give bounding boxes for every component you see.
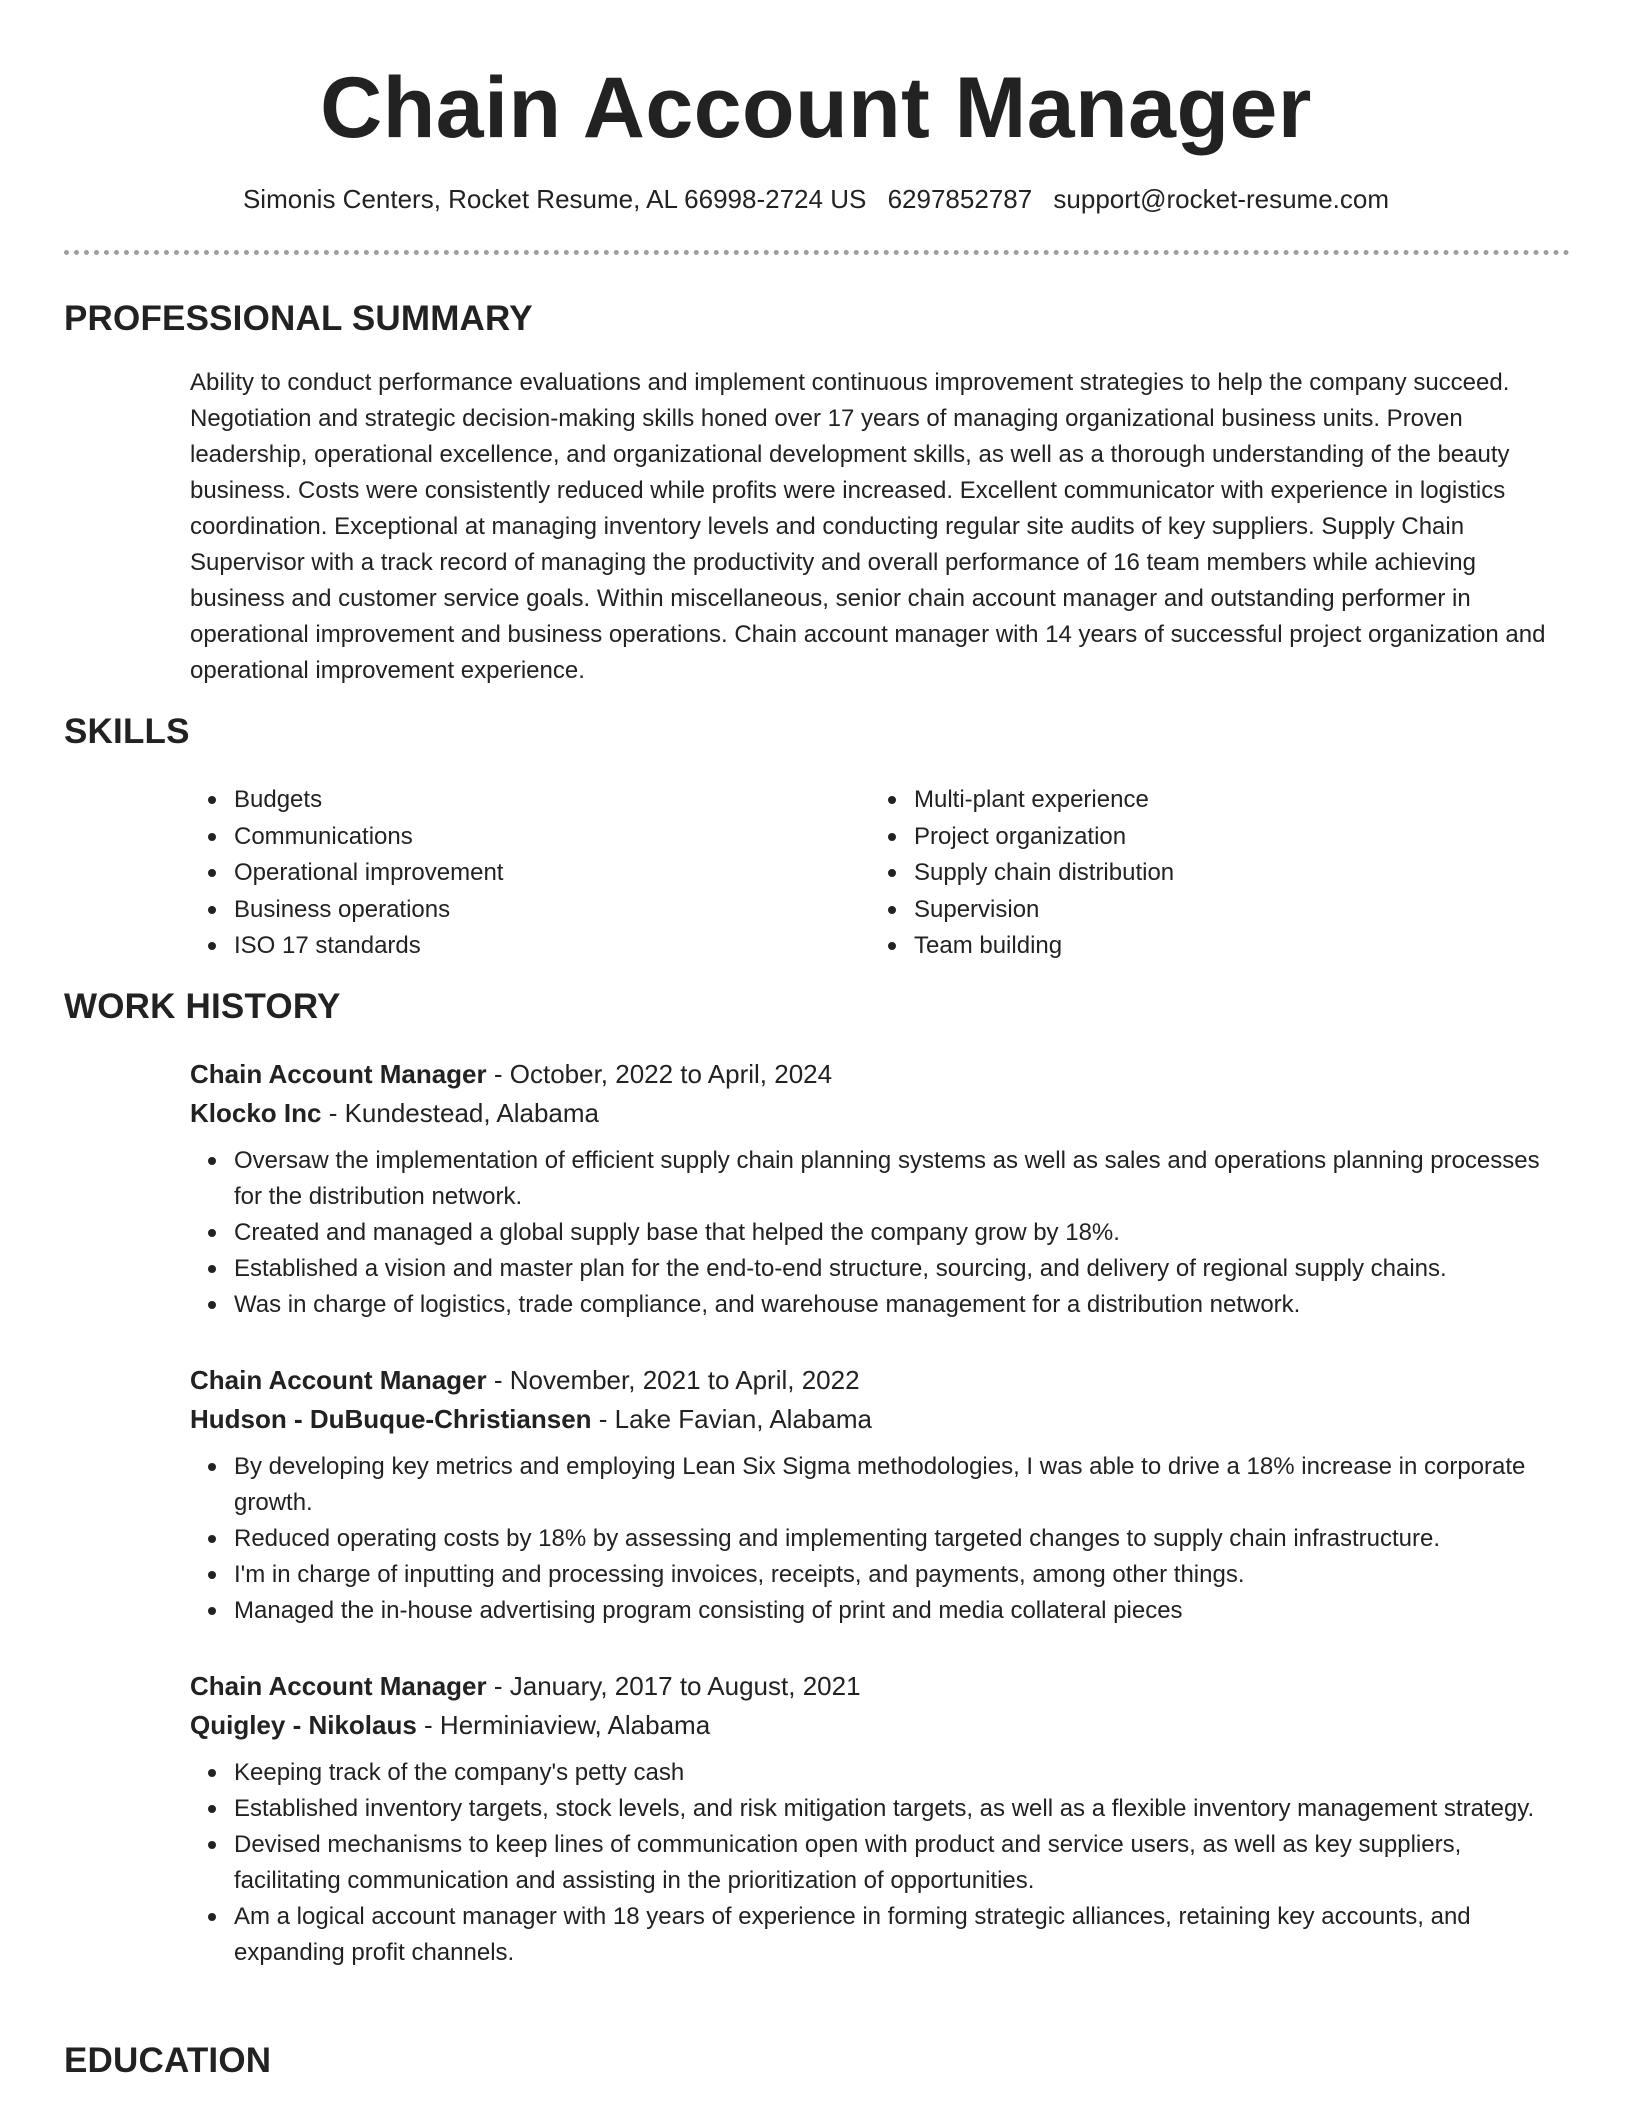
- job-bullet: I'm in charge of inputting and processing invoices, receipts, and payments, among other things.: [234, 1557, 1570, 1593]
- job-bullet: Established a vision and master plan for the end-to-end structure, sourcing, and delivery of regional supply chains.: [234, 1251, 1570, 1287]
- contact-phone: 6297852787: [887, 184, 1033, 214]
- job-bullet: Reduced operating costs by 18% by assessing and implementing targeted changes to supply chain infrastructure.: [234, 1521, 1570, 1557]
- contact-email: support@rocket-resume.com: [1053, 184, 1390, 214]
- job-company-line: [190, 1706, 1570, 1745]
- job-bullet: Devised mechanisms to keep lines of communication open with product and service users, as well as key suppliers, facilitating communication and assisting in the prioritization of opportunities.: [234, 1827, 1570, 1899]
- job-bullet: Established inventory targets, stock levels, and risk mitigation targets, as well as a flexible inventory management strategy.: [234, 1791, 1570, 1827]
- job-role: Chain Account Manager: [190, 1059, 487, 1089]
- job-company: Hudson - DuBuque-Christiansen: [190, 1404, 592, 1434]
- job-dates: - January, 2017 to August, 2021: [486, 1671, 861, 1701]
- job-role: Chain Account Manager: [190, 1365, 487, 1395]
- job-bullets: [190, 1143, 1570, 1323]
- job-bullet: Was in charge of logistics, trade compliance, and warehouse management for a distribution network.: [234, 1287, 1570, 1323]
- job-company: Klocko Inc: [190, 1098, 322, 1128]
- skill-item: Multi-plant experience: [914, 782, 1554, 819]
- job-bullet: Created and managed a global supply base that helped the company grow by 18%.: [234, 1215, 1570, 1251]
- job-title-line: [190, 1055, 1570, 1094]
- job-location: - Herminiaview, Alabama: [416, 1710, 711, 1740]
- job-location: - Kundestead, Alabama: [321, 1098, 600, 1128]
- job-bullet: Am a logical account manager with 18 years of experience in forming strategic alliances, retaining key accounts, and expanding profit channels.: [234, 1899, 1570, 1971]
- skills-column-right: [870, 782, 1554, 965]
- skill-item: Operational improvement: [234, 855, 870, 892]
- skill-item: Supervision: [914, 892, 1554, 929]
- skill-item: Project organization: [914, 819, 1554, 856]
- skills-column-left: [190, 782, 870, 965]
- job-bullet: Keeping track of the company's petty cash: [234, 1755, 1570, 1791]
- job-bullet: Oversaw the implementation of efficient supply chain planning systems as well as sales and operations planning processes for the distribution network.: [234, 1143, 1570, 1215]
- skill-item: Supply chain distribution: [914, 855, 1554, 892]
- contact-address: Simonis Centers, Rocket Resume, AL 66998-2724 US: [242, 184, 867, 214]
- job-company-line: [190, 1094, 1570, 1133]
- contact-line: [0, 181, 1632, 217]
- section-title-work-history: WORK HISTORY: [64, 987, 341, 1026]
- job-role: Chain Account Manager: [190, 1671, 487, 1701]
- job-entry: [190, 1361, 1570, 1629]
- section-title-education: EDUCATION: [64, 2041, 272, 2080]
- skill-item: Communications: [234, 819, 870, 856]
- job-company: Quigley - Nikolaus: [190, 1710, 417, 1740]
- job-dates: - November, 2021 to April, 2022: [486, 1365, 860, 1395]
- skill-item: Team building: [914, 928, 1554, 965]
- skill-item: Business operations: [234, 892, 870, 929]
- skill-item: Budgets: [234, 782, 870, 819]
- job-location: - Lake Favian, Alabama: [591, 1404, 872, 1434]
- job-title-line: [190, 1361, 1570, 1400]
- header-divider: [64, 250, 1570, 255]
- section-title-skills: SKILLS: [64, 712, 190, 751]
- job-entry: [190, 1667, 1570, 1971]
- job-bullets: [190, 1449, 1570, 1629]
- job-dates: - October, 2022 to April, 2024: [486, 1059, 833, 1089]
- job-entry: [190, 1055, 1570, 1323]
- resume-name-title: Chain Account Manager: [320, 60, 1312, 156]
- job-bullets: [190, 1755, 1570, 1971]
- job-bullet: By developing key metrics and employing Lean Six Sigma methodologies, I was able to drive a 18% increase in corporate growth.: [234, 1449, 1570, 1521]
- skill-item: ISO 17 standards: [234, 928, 870, 965]
- job-bullet: Managed the in-house advertising program consisting of print and media collateral pieces: [234, 1593, 1570, 1629]
- skills-list: [190, 782, 1570, 965]
- section-title-summary: PROFESSIONAL SUMMARY: [64, 299, 533, 338]
- job-company-line: [190, 1400, 1570, 1439]
- summary-text: Ability to conduct performance evaluations and implement continuous improvement strategies to help the company succeed. Negotiation and strategic decision-making skills honed over 17 years of managing organizational business units. Proven leadership, operational excellence, and organizational development skills, as well as a thorough understanding of the beauty business. Costs were consistently reduced while profits were increased. Excellent communicator with experience in logistics coordination. Exceptional at managing inventory levels and conducting regular site audits of key suppliers. Supply Chain Supervisor with a track record of managing the productivity and overall performance of 16 team members while achieving business and customer service goals. Within miscellaneous, senior chain account manager and outstanding performer in operational improvement and business operations. Chain account manager with 14 years of successful project organization and operational improvement experience.: [190, 369, 1546, 684]
- job-title-line: [190, 1667, 1570, 1706]
